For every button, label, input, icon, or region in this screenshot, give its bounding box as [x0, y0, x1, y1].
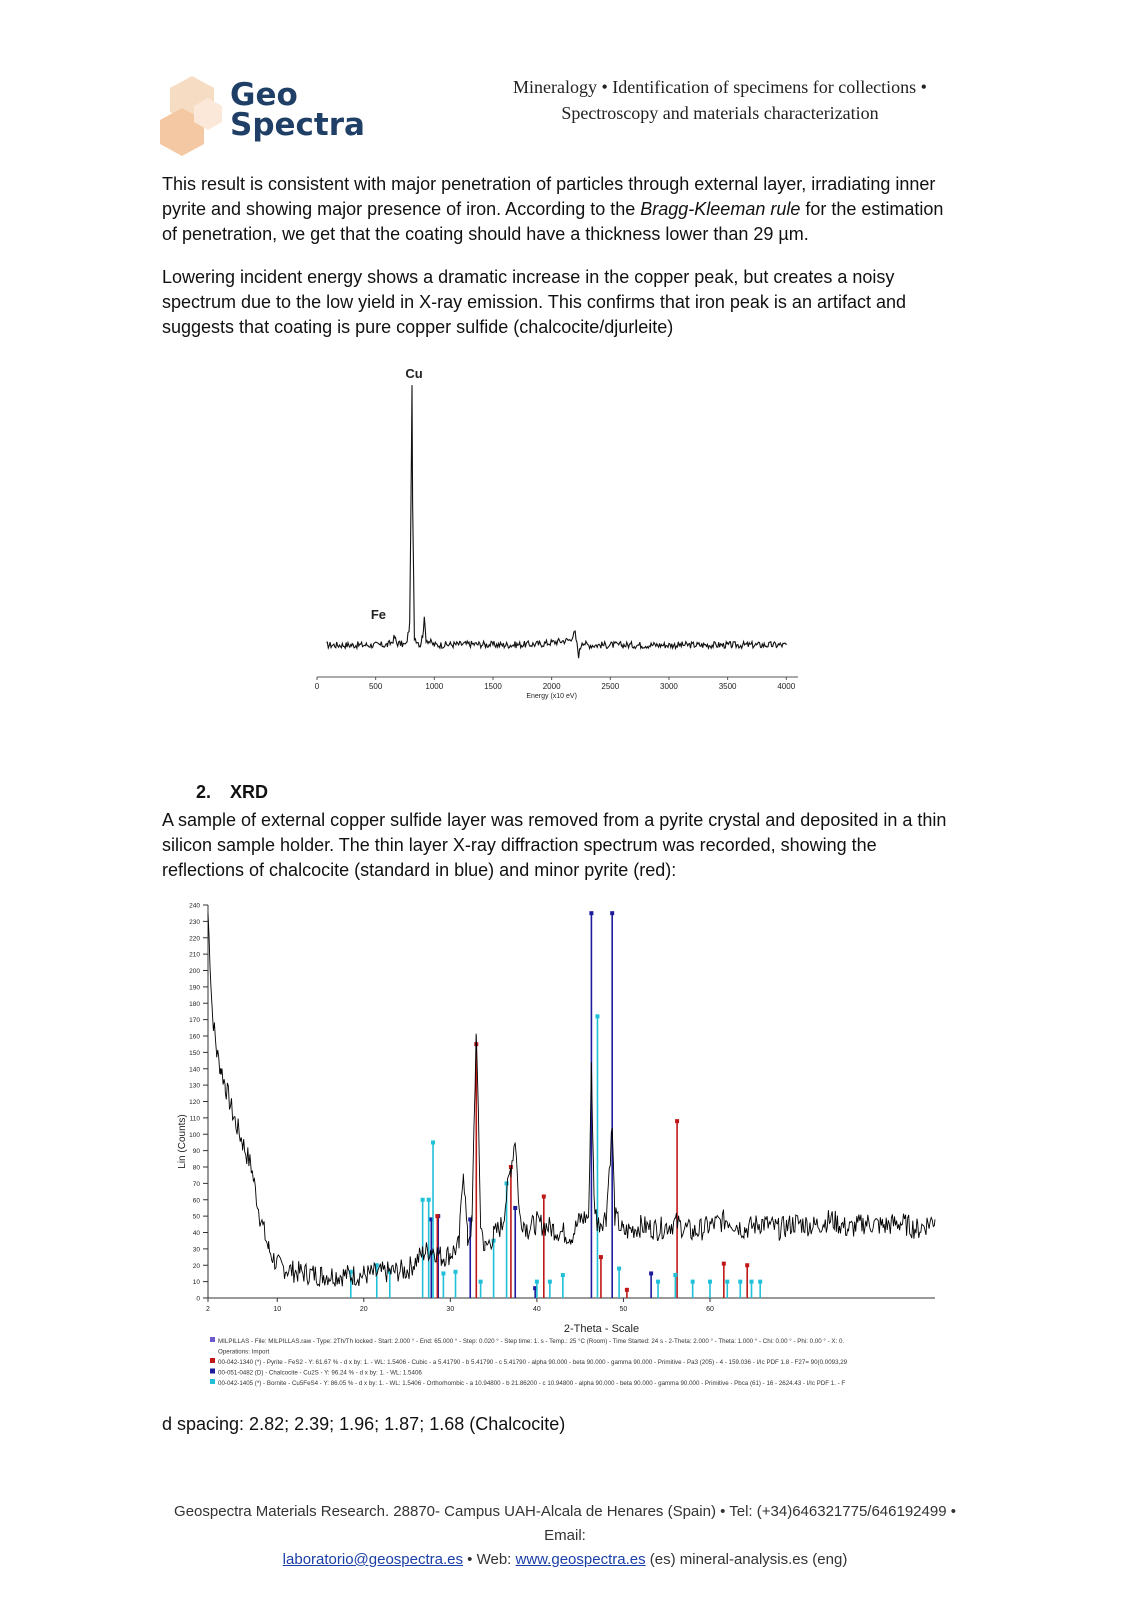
x-tick-label: 3000 — [660, 682, 678, 691]
legend-entry: 00-051-0482 (D) - Chalcocite - Cu2S - Y: 96.24 % - d x by: 1. - WL: 1.5406 — [218, 1369, 422, 1377]
x-tick-label: 30 — [446, 1306, 455, 1313]
eds-spectrum-chart — [310, 360, 810, 715]
reference-marker-bornite — [427, 1198, 431, 1202]
reference-marker-pyrite — [722, 1262, 726, 1266]
reference-marker-pyrite — [745, 1263, 749, 1267]
reference-marker-pyrite — [435, 1214, 439, 1218]
footer-web-link[interactable]: www.geospectra.es — [515, 1551, 646, 1568]
legend-swatch — [210, 1348, 215, 1353]
x-tick-label: 2000 — [542, 682, 561, 691]
xrd-pattern-line — [208, 913, 935, 1286]
paragraph-penetration — [162, 172, 962, 247]
section-title: XRD — [230, 782, 269, 802]
reference-marker-bornite — [673, 1273, 677, 1277]
y-tick-label: 230 — [189, 918, 200, 926]
reference-marker-bornite — [691, 1280, 695, 1284]
reference-marker-bornite — [656, 1280, 660, 1284]
y-tick-label: 100 — [189, 1131, 200, 1139]
reference-marker-chalcocite — [589, 911, 593, 915]
spectrum-line — [326, 385, 786, 658]
geospectra-logo — [160, 74, 390, 166]
reference-marker-bornite — [750, 1280, 754, 1284]
reference-marker-bornite — [708, 1280, 712, 1284]
y-tick-label: 20 — [192, 1262, 200, 1270]
reference-marker-bornite — [595, 1014, 599, 1018]
y-tick-label: 130 — [189, 1082, 200, 1090]
x-tick-label: 1500 — [484, 682, 502, 691]
x-tick-label: 3500 — [718, 682, 737, 691]
y-tick-label: 220 — [189, 935, 200, 943]
reference-marker-pyrite — [542, 1194, 546, 1198]
legend-swatch — [210, 1369, 215, 1374]
peak-label-fe: Fe — [370, 607, 387, 622]
xrd-diffraction-chart — [165, 898, 965, 1398]
legend-swatch — [210, 1379, 215, 1384]
x-axis-label: Energy (x10 eV) — [526, 693, 577, 700]
x-tick-label: 50 — [619, 1306, 628, 1313]
x-tick-label: 0 — [314, 682, 320, 691]
footer-contact — [160, 1548, 970, 1572]
x-tick-label: 60 — [706, 1306, 714, 1313]
footer-address: Geospectra Materials Research. 28870- Campus UAH-Alcala de Henares (Spain) • Tel: (+34)646321775/646192499 • Email: — [174, 1503, 956, 1544]
tagline-line-1: Mineralogy • Identification of specimens for collections • — [513, 77, 927, 97]
reference-marker-bornite — [505, 1181, 509, 1185]
section-heading-xrd — [196, 782, 268, 803]
reference-marker-bornite — [725, 1280, 729, 1284]
y-tick-label: 140 — [189, 1066, 200, 1074]
footer-email-link[interactable]: laboratorio@geospectra.es — [282, 1551, 464, 1568]
y-tick-label: 210 — [189, 951, 200, 959]
y-tick-label: 30 — [192, 1246, 200, 1254]
y-tick-label: 150 — [189, 1049, 200, 1057]
y-tick-label: 80 — [192, 1164, 200, 1172]
legend-entry: MILPILLAS - File: MILPILLAS.raw - Type: 2Th/Th locked - Start: 2.000 ° - End: 65.000 ° - Step: 0.020 ° - Step time: 1. s - Temp.: 25 °C (Room) - Time Started: 24 s - 2-Theta: 2.000 ° - Theta: 1.000 ° - Chi: 0.00 ° - Phi: 0.00 ° - X: 0. — [218, 1338, 845, 1345]
legend-swatch — [210, 1358, 215, 1363]
peak-label-cu: Cu — [405, 366, 423, 381]
y-tick-label: 190 — [189, 984, 200, 992]
paragraph-lowering-energy: Lowering incident energy shows a dramatic increase in the copper peak, but creates a noisy spectrum due to the low yield in X-ray emission. This confirms that iron peak is an artifact and suggests that coating is pure copper sulfide (chalcocite/djurleite) — [162, 267, 907, 337]
x-tick-label: 2500 — [601, 682, 620, 691]
p1-rule-name: Bragg-Kleeman rule — [640, 199, 801, 219]
reference-marker-bornite — [535, 1280, 539, 1284]
x-tick-label: 500 — [368, 682, 383, 691]
reference-marker-bornite — [548, 1280, 552, 1284]
y-tick-label: 60 — [192, 1197, 200, 1205]
p1-text-start: This result is consistent with major penetration of particles through external layer, irradiating inner pyrite and showing major presence of iron. According to the — [162, 174, 936, 219]
y-axis-label: Lin (Counts) — [177, 1114, 188, 1169]
x-tick-label: 10 — [273, 1306, 282, 1313]
footer-web-suffix: (es) mineral-analysis.es (eng) — [645, 1551, 848, 1568]
legend-entry: Operations: Import — [218, 1348, 270, 1356]
x-tick-label: 1000 — [425, 682, 444, 691]
y-tick-label: 10 — [192, 1279, 200, 1287]
page-footer — [160, 1500, 970, 1572]
y-tick-label: 240 — [189, 902, 200, 910]
reference-marker-bornite — [441, 1271, 445, 1275]
d-spacing-text: d spacing: 2.82; 2.39; 1.96; 1.87; 1.68 (Chalcocite) — [162, 1414, 566, 1434]
y-tick-label: 40 — [192, 1230, 200, 1237]
y-tick-label: 70 — [192, 1180, 200, 1188]
x-tick-label: 4000 — [777, 682, 796, 691]
x-axis-label: 2-Theta - Scale — [563, 1323, 640, 1335]
x-tick-label: 2 — [206, 1306, 210, 1313]
y-tick-label: 200 — [189, 968, 200, 975]
p1-text-end: for the estimation of penetration, we get that the coating should have a thickness lower than 29 µm. — [162, 199, 944, 244]
logo-text-geo: Geo — [230, 77, 298, 113]
reference-marker-chalcocite — [649, 1271, 653, 1275]
reference-marker-bornite — [421, 1198, 425, 1202]
reference-marker-bornite — [561, 1273, 565, 1277]
footer-web-label: • Web: — [463, 1551, 516, 1568]
y-tick-label: 170 — [189, 1017, 200, 1025]
reference-marker-bornite — [617, 1267, 621, 1271]
x-tick-label: 20 — [359, 1306, 368, 1313]
header-tagline — [480, 74, 960, 126]
y-tick-label: 90 — [192, 1148, 200, 1156]
y-tick-label: 180 — [189, 1000, 200, 1008]
y-tick-label: 110 — [189, 1115, 200, 1123]
legend-entry: 00-042-1405 (*) - Bornite - Cu5FeS4 - Y: 86.05 % - d x by: 1. - WL: 1.5406 - Orthorhombic - a 10.94800 - b 21.86200 - c 10.94800 - alpha 90.000 - beta 90.000 - gamma 90.000 - Primitive - Pbca (61) - 16 - 2624.43 - I/Ic PDF 1. - F — [218, 1380, 846, 1387]
reference-marker-pyrite — [599, 1255, 603, 1259]
x-tick-label: 40 — [532, 1306, 541, 1313]
y-tick-label: 50 — [192, 1213, 200, 1221]
logo-text-spectra: Spectra — [230, 107, 365, 143]
reference-marker-bornite — [479, 1280, 483, 1284]
reference-marker-bornite — [454, 1270, 458, 1274]
tagline-line-2: Spectroscopy and materials characterization — [561, 103, 879, 123]
y-tick-label: 0 — [196, 1295, 200, 1303]
reference-marker-bornite — [738, 1280, 742, 1284]
y-tick-label: 160 — [189, 1033, 200, 1041]
reference-marker-pyrite — [625, 1288, 629, 1292]
reference-marker-bornite — [431, 1140, 435, 1144]
reference-marker-chalcocite — [513, 1206, 517, 1210]
paragraph-xrd-sample: A sample of external copper sulfide layer was removed from a pyrite crystal and deposited in a thin silicon sample holder. The thin layer X-ray diffraction spectrum was recorded, showing the reflections of chalcocite (standard in blue) and minor pyrite (red): — [162, 810, 947, 880]
reference-marker-bornite — [758, 1280, 762, 1284]
y-tick-label: 120 — [189, 1099, 200, 1106]
legend-swatch — [210, 1337, 215, 1342]
section-number: 2. — [196, 782, 212, 802]
reference-marker-pyrite — [675, 1119, 679, 1123]
legend-entry: 00-042-1340 (*) - Pyrite - FeS2 - Y: 61.67 % - d x by: 1. - WL: 1.5406 - Cubic - a 5.41790 - b 5.41790 - c 5.41790 - alpha 90.000 - beta 90.000 - gamma 90.000 - Primitive - Pa3 (205) - 4 - 159.036 - I/Ic PDF 1.8 - F27= 90(0.0093,29 — [218, 1359, 848, 1366]
reference-marker-chalcocite — [610, 911, 614, 915]
